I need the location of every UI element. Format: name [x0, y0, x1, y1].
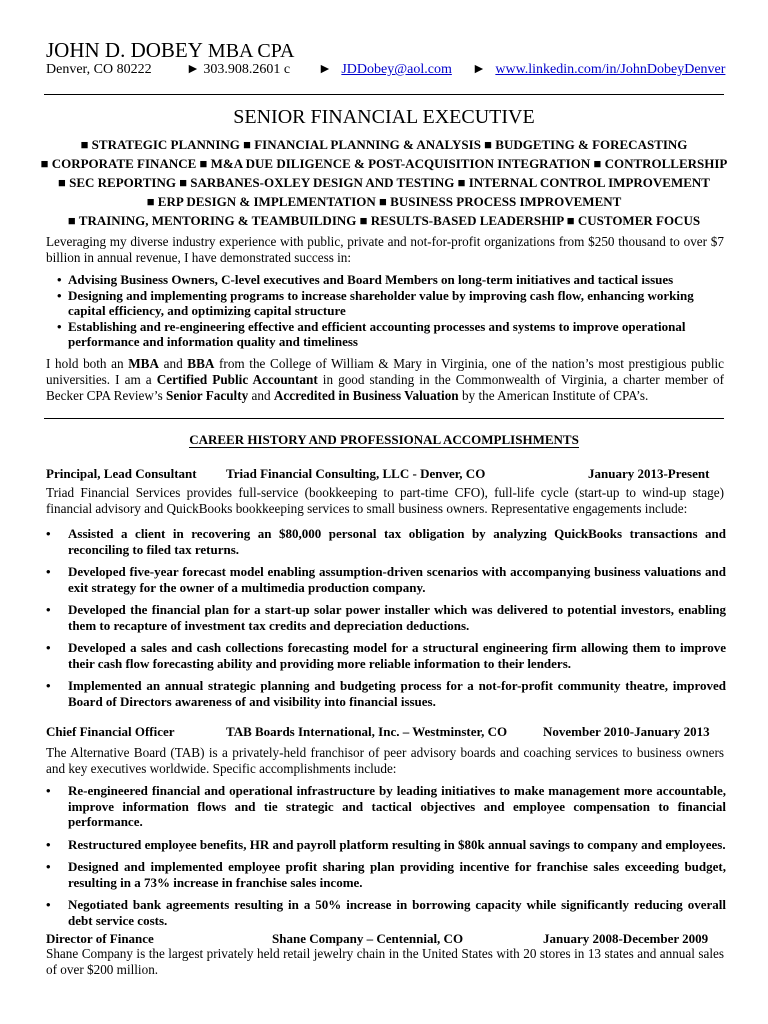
list-item: • Assisted a client in recovering an $80,000 personal tax obligation by analyzing QuickBooks transactions and reconciling to filed tax returns. — [46, 526, 726, 557]
summary-intro: Leveraging my diverse industry experience with public, private and not-for-profit organizations from $250 thousand to over $7 billion in annual revenue, I have demonstrated success in: — [46, 234, 724, 265]
edu-mba: MBA — [128, 356, 159, 371]
list-item: • Establishing and re-engineering effective and efficient accounting processes and systems to improve operational performance and information quality and timeliness — [46, 319, 726, 349]
job-title: Director of Finance — [46, 931, 154, 946]
job-description: Triad Financial Services provides full-service (bookkeeping to part-time CFO), full-life cycle (start-up to wind-up stage) financial advisory and QuickBooks bookkeeping services to small business owners. Representative engagements include: — [46, 485, 724, 516]
job-description: The Alternative Board (TAB) is a privately-held franchisor of peer advisory boards and coaching services to business owners and key executives worldwide. Specific accomplishments include: — [46, 745, 724, 776]
list-item: • Designed and implemented employee profit sharing plan providing incentive for franchise sales exceeding budget, resulting in a 73% increase in franchise sales income. — [46, 859, 726, 890]
edu-text: and — [248, 388, 274, 403]
job-title: Chief Financial Officer — [46, 724, 175, 739]
keyword-line: ■ ERP DESIGN & IMPLEMENTATION ■ BUSINESS PROCESS IMPROVEMENT — [146, 194, 622, 209]
keyword-line: ■ CORPORATE FINANCE ■ M&A DUE DILIGENCE & POST-ACQUISITION INTEGRATION ■ CONTROLLERSHIP — [40, 156, 728, 171]
list-item: • Implemented an annual strategic planning and budgeting process for a not-for-profit community theatre, improved Board of Directors awareness of and visibility into financial issues. — [46, 678, 726, 709]
name-text: JOHN D. DOBEY — [46, 38, 203, 62]
list-item: • Developed a sales and cash collections forecasting model for a structural engineering firm allowing them to improve their cash flow forecasting ability and providing more reliable information to their lenders. — [46, 640, 726, 671]
job-dates: November 2010-January 2013 — [543, 724, 710, 739]
job-dates: January 2013-Present — [588, 466, 710, 481]
edu-faculty: Senior Faculty — [166, 388, 249, 403]
education-paragraph — [46, 356, 724, 404]
linkedin-line — [472, 62, 725, 78]
job-company: Shane Company – Centennial, CO — [272, 931, 464, 946]
section-divider — [44, 418, 724, 419]
edu-text: I hold both an — [46, 356, 129, 371]
phone: ► 303.908.2601 c — [186, 62, 291, 77]
list-item: • Negotiated bank agreements resulting in a 50% increase in borrowing capacity while significantly reducing overall debt service costs. — [46, 897, 726, 928]
list-item: • Advising Business Owners, C-level executives and Board Members on long-term initiatives and tactical issues — [46, 272, 726, 287]
job-description: Shane Company is the largest privately held retail jewelry chain in the United States with 20 stores in 13 states and annual sales of over $200 million. — [46, 946, 724, 977]
list-item: • Developed five-year forecast model enabling assumption-driven scenarios with accompanying business valuations and exit strategy for the owner of a multimedia production company. — [46, 564, 726, 595]
location: Denver, CO 80222 — [46, 62, 152, 77]
edu-bba: BBA — [187, 356, 215, 371]
edu-text: in good standing in the Commonwealth of Virginia, a charter member of Becker CPA Review’s — [46, 372, 724, 403]
list-item: • Re-engineered financial and operational infrastructure by leading initiatives to make management more accountable, improve information flows and tie strategic and tactical objectives and employee compensation to financial performance. — [46, 783, 726, 830]
linkedin-link[interactable]: www.linkedin.com/in/JohnDobeyDenver — [495, 62, 726, 77]
email-link[interactable]: JDDobey@aol.com — [341, 62, 452, 77]
job-company: Triad Financial Consulting, LLC - Denver, CO — [226, 466, 486, 481]
keyword-line: ■ SEC REPORTING ■ SARBANES-OXLEY DESIGN AND TESTING ■ INTERNAL CONTROL IMPROVEMENT — [58, 175, 710, 190]
job-dates: January 2008-December 2009 — [543, 931, 709, 946]
list-item: • Developed the financial plan for a start-up solar power installer which was delivered to potential investors, enabling them to recapture of investment tax credits and depreciation deductions. — [46, 602, 726, 633]
job-achievements — [46, 526, 726, 709]
job-company: TAB Boards International, Inc. – Westminster, CO — [226, 724, 508, 739]
edu-text: from the College of William & Mary in Virginia, one of the nation’s most prestigious public universities. I am a — [46, 356, 724, 387]
arrow-icon: ► — [472, 62, 486, 77]
edu-text: and — [159, 356, 188, 371]
credentials: MBA CPA — [207, 40, 295, 62]
header-divider — [44, 94, 724, 95]
list-item: • Restructured employee benefits, HR and payroll platform resulting in $80k annual savings to company and employees. — [46, 837, 726, 853]
job-title: Principal, Lead Consultant — [46, 466, 197, 481]
edu-text: by the American Institute of CPA’s. — [458, 388, 649, 403]
edu-cpa: Certified Public Accountant — [156, 372, 318, 387]
email-line — [318, 62, 452, 78]
arrow-icon: ► — [318, 62, 332, 77]
headline: SENIOR FINANCIAL EXECUTIVE — [233, 106, 535, 128]
summary-bullets — [46, 272, 726, 350]
keyword-line: ■ TRAINING, MENTORING & TEAMBUILDING ■ RESULTS-BASED LEADERSHIP ■ CUSTOMER FOCUS — [67, 213, 701, 228]
list-item: • Designing and implementing programs to increase shareholder value by improving cash flow, enhancing working capital efficiency, and optimizing capital structure — [46, 288, 726, 318]
job-achievements — [46, 783, 726, 928]
section-title-text: CAREER HISTORY AND PROFESSIONAL ACCOMPLISHMENTS — [189, 432, 579, 447]
section-title — [0, 432, 768, 448]
keyword-line: ■ STRATEGIC PLANNING ■ FINANCIAL PLANNING & ANALYSIS ■ BUDGETING & FORECASTING — [80, 137, 688, 152]
edu-abv: Accredited in Business Valuation — [273, 388, 459, 403]
candidate-name — [46, 38, 294, 63]
